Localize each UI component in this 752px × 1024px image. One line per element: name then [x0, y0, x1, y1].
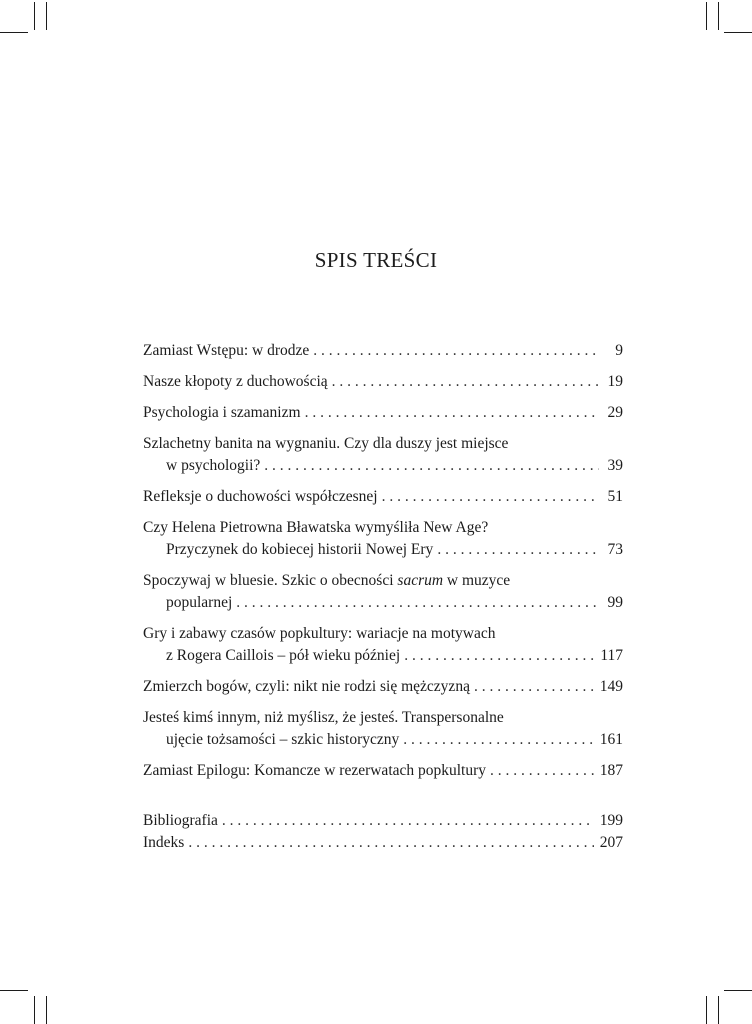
- toc-page-number: 199: [599, 812, 623, 829]
- leader-dots: [236, 592, 599, 614]
- toc-entry-title: Nasze kłopoty z duchowością: [143, 373, 328, 390]
- crop-mark: [34, 2, 35, 30]
- toc-entry-title: Refleksje o duchowości współczesnej: [143, 488, 378, 505]
- toc-entry-title: Psychologia i szamanizm: [143, 404, 301, 421]
- toc-entry-title: Szlachetny banita na wygnaniu. Czy dla duszy jest miejsce: [143, 435, 509, 452]
- toc-page-number: 19: [607, 373, 623, 390]
- crop-mark: [46, 996, 47, 1024]
- leader-dots: [305, 402, 599, 424]
- toc-entry[interactable]: [143, 832, 623, 854]
- toc-page-number: 99: [607, 594, 623, 611]
- toc-entry[interactable]: [143, 570, 623, 614]
- crop-mark: [34, 996, 35, 1024]
- toc-entry-title-continued: z Rogera Caillois – pół wieku później: [166, 647, 401, 664]
- toc-page-number: 39: [607, 457, 623, 474]
- toc-entry[interactable]: [143, 486, 623, 508]
- toc-entry[interactable]: [143, 433, 623, 477]
- toc-title-part: w muzyce: [443, 572, 511, 589]
- toc-page-number: 73: [607, 541, 623, 558]
- leader-dots: [188, 832, 593, 854]
- toc-entry-title: [143, 570, 510, 592]
- crop-mark: [706, 996, 707, 1024]
- leader-dots: [332, 371, 599, 393]
- toc-entry[interactable]: [143, 707, 623, 751]
- toc-entry-title: Czy Helena Pietrowna Bławatska wymyśliła New Age?: [143, 519, 489, 536]
- toc-entry[interactable]: [143, 676, 623, 698]
- toc-page-number: 117: [600, 647, 623, 664]
- crop-mark: [718, 2, 719, 30]
- toc-entry-title: Zmierzch bogów, czyli: nikt nie rodzi się mężczyzną: [143, 678, 470, 695]
- toc-entry[interactable]: [143, 623, 623, 667]
- toc-page-number: 187: [599, 762, 623, 779]
- page-title: SPIS TREŚCI: [314, 248, 438, 272]
- toc-entry-title-continued: ujęcie tożsamości – szkic historyczny: [166, 731, 400, 748]
- crop-mark: [0, 990, 28, 991]
- toc-entry-title: Bibliografia: [143, 812, 218, 829]
- leader-dots: [222, 810, 594, 832]
- toc-page-number: 51: [607, 488, 623, 505]
- crop-mark: [724, 32, 752, 33]
- crop-mark: [706, 2, 707, 30]
- toc-entry[interactable]: [143, 810, 623, 832]
- leader-dots: [313, 340, 599, 362]
- toc-entry[interactable]: [143, 760, 623, 782]
- leader-dots: [382, 486, 599, 508]
- toc-entry-title: Zamiast Epilogu: Komancze w rezerwatach popkultury: [143, 762, 487, 779]
- crop-mark: [724, 990, 752, 991]
- toc-page-number: 161: [599, 731, 623, 748]
- crop-mark: [718, 996, 719, 1024]
- toc-entry-title-continued: Przyczynek do kobiecej historii Nowej Ery: [166, 541, 434, 558]
- toc-entry[interactable]: [143, 517, 623, 561]
- leader-dots: [403, 729, 593, 751]
- toc-entry[interactable]: [143, 402, 623, 424]
- toc-page-number: 29: [607, 404, 623, 421]
- crop-mark: [46, 2, 47, 30]
- leader-dots: [490, 760, 594, 782]
- toc-page-number: 9: [615, 342, 623, 359]
- toc-entry-title-continued: w psychologii?: [166, 457, 261, 474]
- table-of-contents: [143, 340, 623, 854]
- toc-entry[interactable]: [143, 340, 623, 362]
- leader-dots: [474, 676, 594, 698]
- toc-title-part: Spoczywaj w bluesie. Szkic o obecności: [143, 572, 398, 589]
- toc-page-number: 207: [599, 834, 623, 851]
- crop-mark: [0, 32, 28, 33]
- toc-entry-title: Gry i zabawy czasów popkultury: wariacje na motywach: [143, 625, 496, 642]
- toc-entry-title-continued: popularnej: [166, 594, 233, 611]
- toc-entry-title: Zamiast Wstępu: w drodze: [143, 342, 310, 359]
- toc-entry-title: Jesteś kimś innym, niż myślisz, że jesteś. Transpersonalne: [143, 709, 504, 726]
- leader-dots: [404, 645, 594, 667]
- toc-title-italic: sacrum: [397, 572, 444, 589]
- leader-dots: [437, 539, 599, 561]
- leader-dots: [264, 455, 599, 477]
- toc-entry[interactable]: [143, 371, 623, 393]
- toc-page-number: 149: [599, 678, 623, 695]
- toc-entry-title: Indeks: [143, 834, 185, 851]
